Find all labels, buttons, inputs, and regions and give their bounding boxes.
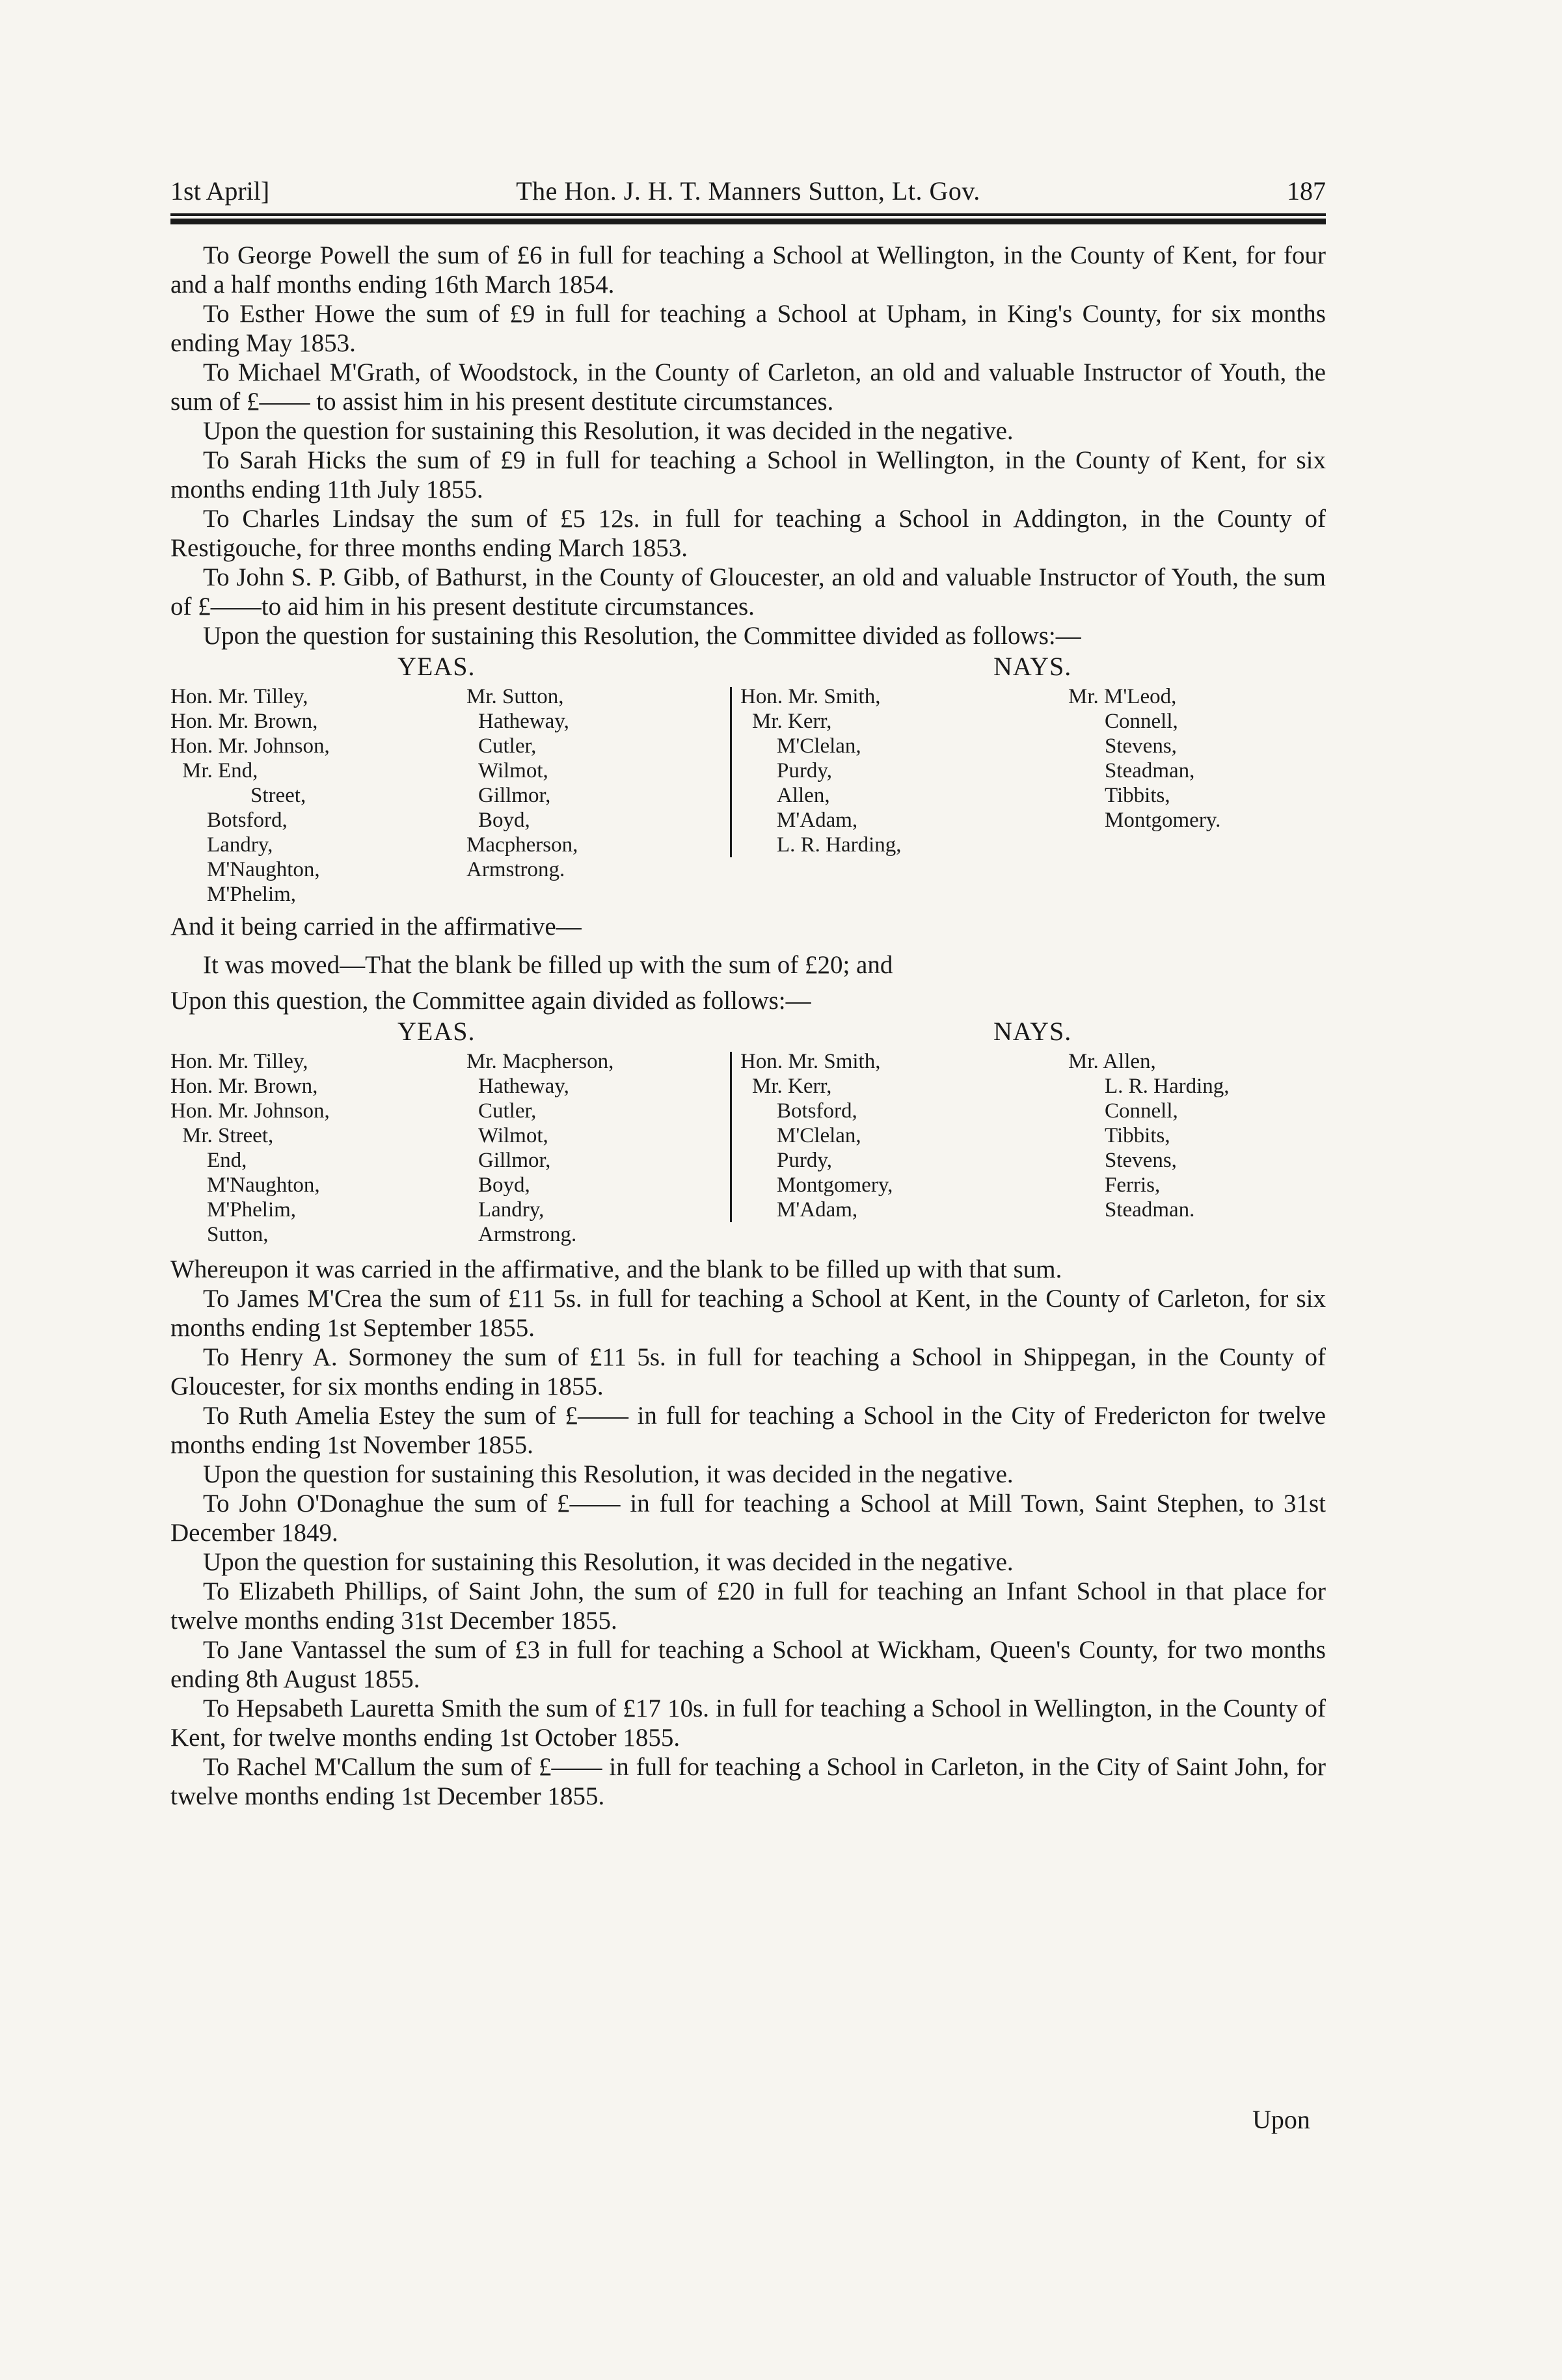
paragraph: To Jane Vantassel the sum of £3 in full for teaching a School at Wickham, Queen's County, for two months ending 8th August 1855. (170, 1636, 1326, 1693)
member-name: Mr. Kerr, (752, 1075, 832, 1098)
member-name: Tibbits, (1105, 784, 1170, 807)
paragraph: To James M'Crea the sum of £11 5s. in full for teaching a School at Kent, in the County of Carleton, for six months ending 1st September 1855. (170, 1285, 1326, 1342)
member-name: Gillmor, (478, 784, 551, 807)
paragraph: Upon the question for sustaining this Resolution, the Committee divided as follows:— (203, 622, 1081, 650)
nays-heading: NAYS. (993, 652, 1072, 681)
member-name: L. R. Harding, (1105, 1075, 1230, 1098)
paragraph: To Henry A. Sormoney the sum of £11 5s. in full for teaching a School in Shippegan, in the County of Gloucester, for six months ending in 1855. (170, 1343, 1326, 1400)
paragraph: Upon the question for sustaining this Resolution, it was decided in the negative. (203, 417, 1014, 445)
member-name: Boyd, (478, 1173, 530, 1197)
paragraph: To John O'Donaghue the sum of £—— in full for teaching a School at Mill Town, Saint Stephen, to 31st December 1849. (170, 1490, 1326, 1547)
member-name: M'Clelan, (777, 734, 861, 758)
nays-column-1 (740, 1049, 893, 1222)
member-name: Connell, (1105, 710, 1178, 733)
paragraph: To Esther Howe the sum of £9 in full for teaching a School at Upham, in King's County, for six months ending May 1853. (170, 300, 1326, 357)
member-name: Armstrong. (466, 858, 565, 881)
member-name: M'Phelim, (207, 1198, 297, 1222)
running-header (170, 176, 1326, 213)
header-rule (170, 213, 1326, 226)
yeas-column-2 (466, 1049, 613, 1247)
member-name: Mr. Street, (182, 1124, 274, 1147)
division-2-list (170, 1049, 1326, 1251)
nays-heading: NAYS. (993, 1017, 1072, 1046)
member-name: Botsford, (207, 809, 288, 832)
yeas-column-1 (170, 1049, 330, 1247)
division-2-titles (170, 1017, 1326, 1047)
body-text (170, 241, 1326, 1811)
member-name: Purdy, (777, 759, 832, 782)
member-name: Hon. Mr. Johnson, (170, 1099, 330, 1123)
member-name: Hon. Mr. Smith, (740, 685, 881, 708)
member-name: Montgomery, (777, 1173, 893, 1197)
yeas-heading: YEAS. (397, 652, 476, 681)
member-name: Ferris, (1105, 1173, 1161, 1197)
member-name: Hon. Mr. Johnson, (170, 734, 330, 758)
paragraph: To Charles Lindsay the sum of £5 12s. in full for teaching a School in Addington, in the County of Restigouche, for three months ending March 1853. (170, 505, 1326, 562)
paragraph: To Ruth Amelia Estey the sum of £—— in full for teaching a School in the City of Fredericton for twelve months ending 1st November 1855. (170, 1402, 1326, 1459)
member-name: Mr. End, (182, 759, 258, 782)
paragraph: Whereupon it was carried in the affirmative, and the blank to be filled up with that sum. (170, 1255, 1062, 1283)
paragraph: And it being carried in the affirmative— (170, 913, 582, 941)
member-name: Tibbits, (1105, 1124, 1170, 1147)
paragraph: Upon the question for sustaining this Resolution, it was decided in the negative. (203, 1460, 1014, 1488)
page-number: 187 (1287, 176, 1326, 206)
member-name: Mr. Macpherson, (466, 1050, 614, 1073)
yeas-column-2 (466, 684, 578, 882)
paragraph: To Rachel M'Callum the sum of £—— in full for teaching a School in Carleton, in the City of Saint John, for twelve months ending 1st December 1855. (170, 1753, 1326, 1810)
member-name: Landry, (478, 1198, 545, 1222)
nays-column-2 (1068, 684, 1220, 833)
member-name: Mr. Allen, (1068, 1050, 1156, 1073)
yeas-heading: YEAS. (397, 1017, 476, 1046)
member-name: Cutler, (478, 734, 537, 758)
member-name: Stevens, (1105, 734, 1177, 758)
member-name: Botsford, (777, 1099, 857, 1123)
member-name: Hatheway, (478, 710, 569, 733)
member-name: L. R. Harding, (777, 833, 902, 857)
paragraph: To John S. P. Gibb, of Bathurst, in the County of Gloucester, an old and valuable Instructor of Youth, the sum of £——to aid him in his present destitute circumstances. (170, 563, 1326, 621)
member-name: M'Naughton, (207, 858, 320, 881)
member-name: Hatheway, (478, 1075, 569, 1098)
member-name: Hon. Mr. Brown, (170, 1075, 318, 1098)
division-1-titles (170, 652, 1326, 682)
member-name: M'Phelim, (207, 883, 297, 906)
paragraph: Upon this question, the Committee again divided as follows:— (170, 987, 811, 1015)
paragraph: Upon the question for sustaining this Resolution, it was decided in the negative. (203, 1548, 1014, 1576)
header-rule-thick (170, 219, 1326, 224)
member-name: Hon. Mr. Tilley, (170, 1050, 308, 1073)
member-name: Montgomery. (1105, 809, 1221, 832)
yeas-column-1 (170, 684, 330, 907)
catchword: Upon (1252, 2105, 1310, 2134)
paragraph: To Sarah Hicks the sum of £9 in full for teaching a School in Wellington, in the County of Kent, for six months ending 11th July 1855. (170, 446, 1326, 503)
member-name: M'Adam, (777, 1198, 858, 1222)
member-name: Mr. M'Leod, (1068, 685, 1177, 708)
member-name: Hon. Mr. Smith, (740, 1050, 881, 1073)
document-page (170, 176, 1326, 1811)
paragraph: To George Powell the sum of £6 in full for teaching a School at Wellington, in the County of Kent, for four and a half months ending 16th March 1854. (170, 241, 1326, 299)
member-name: Purdy, (777, 1149, 832, 1172)
member-name: M'Clelan, (777, 1124, 861, 1147)
member-name: Connell, (1105, 1099, 1178, 1123)
member-name: Allen, (777, 784, 830, 807)
member-name: Cutler, (478, 1099, 537, 1123)
member-name: Street, (250, 784, 306, 807)
header-rule-thin (170, 213, 1326, 216)
member-name: Mr. Sutton, (466, 685, 564, 708)
member-name: Armstrong. (478, 1223, 577, 1246)
member-name: Steadman, (1105, 759, 1195, 782)
paragraph: To Michael M'Grath, of Woodstock, in the County of Carleton, an old and valuable Instructor of Youth, the sum of £—— to assist him in his present destitute circumstances. (170, 358, 1326, 416)
paragraph: To Elizabeth Phillips, of Saint John, the sum of £20 in full for teaching an Infant School in that place for twelve months ending 31st December 1855. (170, 1577, 1326, 1635)
member-name: Steadman. (1105, 1198, 1195, 1222)
header-title: The Hon. J. H. T. Manners Sutton, Lt. Gov. (516, 176, 980, 206)
member-name: Hon. Mr. Brown, (170, 710, 318, 733)
member-name: Hon. Mr. Tilley, (170, 685, 308, 708)
paragraph: It was moved—That the blank be filled up with the sum of £20; and (203, 951, 893, 979)
vote-divider (730, 1052, 732, 1222)
member-name: Stevens, (1105, 1149, 1177, 1172)
member-name: End, (207, 1149, 247, 1172)
member-name: Landry, (207, 833, 273, 857)
nays-column-2 (1068, 1049, 1230, 1222)
member-name: Boyd, (478, 809, 530, 832)
member-name: Sutton, (207, 1223, 269, 1246)
member-name: Gillmor, (478, 1149, 551, 1172)
header-date: 1st April] (170, 176, 270, 206)
nays-column-1 (740, 684, 902, 857)
member-name: Mr. Kerr, (752, 710, 832, 733)
division-1-list (170, 684, 1326, 908)
member-name: Macpherson, (466, 833, 578, 857)
member-name: Wilmot, (478, 1124, 548, 1147)
member-name: Wilmot, (478, 759, 548, 782)
member-name: M'Naughton, (207, 1173, 320, 1197)
paragraph: To Hepsabeth Lauretta Smith the sum of £17 10s. in full for teaching a School in Wellington, in the County of Kent, for twelve months ending 1st October 1855. (170, 1694, 1326, 1752)
member-name: M'Adam, (777, 809, 858, 832)
vote-divider (730, 687, 732, 857)
